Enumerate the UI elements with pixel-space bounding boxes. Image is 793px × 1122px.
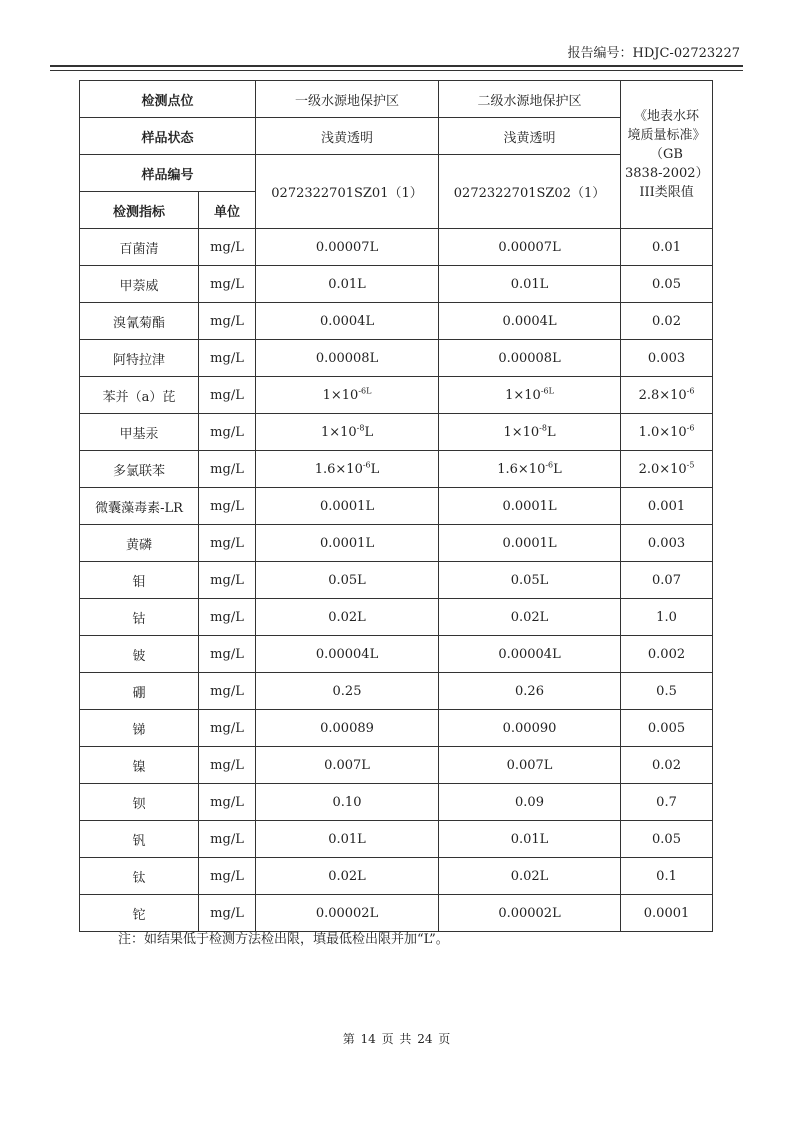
- limit-value: 1.0: [621, 599, 713, 636]
- header-row-point: [80, 81, 713, 118]
- site2-value: 0.05L: [439, 562, 621, 599]
- indicator-name: 多氯联苯: [80, 451, 199, 488]
- value-exponent: -6L: [358, 386, 372, 396]
- unit-cell: mg/L: [199, 710, 256, 747]
- site2-value: 0.00008L: [439, 340, 621, 377]
- site1-value: 0.00002L: [256, 895, 439, 932]
- header-indicator: 检测指标: [80, 192, 199, 229]
- value-base: 1×10: [503, 424, 540, 440]
- site1-value: 0.0001L: [256, 488, 439, 525]
- value-exponent: -6: [686, 423, 695, 433]
- site1-code: 0272322701SZ01（1）: [256, 155, 439, 229]
- site2-value: 0.0001L: [439, 488, 621, 525]
- site1-value: 0.00008L: [256, 340, 439, 377]
- indicator-name: 微囊藻毒素-LR: [80, 488, 199, 525]
- header-unit: 单位: [199, 192, 256, 229]
- limit-value: 0.0001: [621, 895, 713, 932]
- limit-value: 0.5: [621, 673, 713, 710]
- header-rule-thin: [50, 70, 743, 71]
- limit-value: [621, 451, 713, 488]
- table-row: [80, 747, 713, 784]
- indicator-name: 钛: [80, 858, 199, 895]
- value-base: 1×10: [322, 387, 359, 403]
- indicator-name: 镍: [80, 747, 199, 784]
- indicator-name: 黄磷: [80, 525, 199, 562]
- limit-value: 0.01: [621, 229, 713, 266]
- limit-value: 0.02: [621, 303, 713, 340]
- unit-cell: mg/L: [199, 488, 256, 525]
- table-row: [80, 636, 713, 673]
- table-row: [80, 229, 713, 266]
- limit-value: [621, 414, 713, 451]
- table-row: [80, 599, 713, 636]
- standard-line: 境质量标准》: [627, 128, 706, 143]
- value-exponent: -6: [686, 386, 695, 396]
- site1-value: 0.0004L: [256, 303, 439, 340]
- site1-value: 0.02L: [256, 599, 439, 636]
- unit-cell: mg/L: [199, 673, 256, 710]
- site1-value: 0.01L: [256, 266, 439, 303]
- limit-value: [621, 377, 713, 414]
- unit-cell: mg/L: [199, 895, 256, 932]
- table-row: [80, 488, 713, 525]
- unit-cell: mg/L: [199, 414, 256, 451]
- header-state: 样品状态: [80, 118, 256, 155]
- site2-value: 0.0004L: [439, 303, 621, 340]
- site1-value: [256, 451, 439, 488]
- site1-value: 0.10: [256, 784, 439, 821]
- unit-cell: mg/L: [199, 266, 256, 303]
- value-base: 2.0×10: [638, 461, 687, 477]
- site2-value: 0.02L: [439, 599, 621, 636]
- table-body: [80, 81, 713, 932]
- site2-value: [439, 377, 621, 414]
- site1-value: 0.05L: [256, 562, 439, 599]
- site1-value: 0.007L: [256, 747, 439, 784]
- table-row: [80, 821, 713, 858]
- results-table: [79, 80, 713, 932]
- table-row: [80, 414, 713, 451]
- unit-cell: mg/L: [199, 599, 256, 636]
- value-exponent: -8: [539, 423, 547, 433]
- site1-value: 0.00089: [256, 710, 439, 747]
- site2-point: 二级水源地保护区: [439, 81, 621, 118]
- header-code: 样品编号: [80, 155, 256, 192]
- table-row: [80, 303, 713, 340]
- indicator-name: 甲基汞: [80, 414, 199, 451]
- site1-value: 0.00007L: [256, 229, 439, 266]
- site1-state: 浅黄透明: [256, 118, 439, 155]
- indicator-name: 溴氰菊酯: [80, 303, 199, 340]
- table-row: [80, 673, 713, 710]
- limit-value: 0.002: [621, 636, 713, 673]
- report-number: 报告编号：HDJC-02723227: [567, 46, 740, 61]
- indicator-name: 铍: [80, 636, 199, 673]
- indicator-name: 阿特拉津: [80, 340, 199, 377]
- site2-code: 0272322701SZ02（1）: [439, 155, 621, 229]
- standard-line: 《地表水环: [634, 109, 700, 124]
- limit-value: 0.7: [621, 784, 713, 821]
- value-base: 1×10: [320, 424, 357, 440]
- limit-value: 0.003: [621, 525, 713, 562]
- value-exponent: -6: [545, 460, 554, 470]
- table-row: [80, 525, 713, 562]
- site1-value: 0.0001L: [256, 525, 439, 562]
- value-exponent: -6L: [540, 386, 554, 396]
- unit-cell: mg/L: [199, 636, 256, 673]
- value-suffix: L: [370, 461, 380, 477]
- site2-value: 0.00090: [439, 710, 621, 747]
- limit-value: 0.02: [621, 747, 713, 784]
- table-row: [80, 858, 713, 895]
- site2-value: 0.09: [439, 784, 621, 821]
- site2-value: 0.26: [439, 673, 621, 710]
- footnote: 注：如结果低于检测方法检出限，填最低检出限并加“L”。: [118, 932, 449, 947]
- site2-value: 0.00004L: [439, 636, 621, 673]
- header-row-state: [80, 118, 713, 155]
- limit-value: 0.1: [621, 858, 713, 895]
- indicator-name: 百菌清: [80, 229, 199, 266]
- value-suffix: L: [553, 461, 562, 477]
- site2-state: 浅黄透明: [439, 118, 621, 155]
- limit-value: 0.001: [621, 488, 713, 525]
- site2-value: [439, 414, 621, 451]
- site2-value: 0.00007L: [439, 229, 621, 266]
- value-exponent: -8: [356, 423, 365, 433]
- value-suffix: L: [546, 424, 556, 440]
- table-row: [80, 895, 713, 932]
- site2-value: 0.007L: [439, 747, 621, 784]
- value-base: 2.8×10: [638, 387, 687, 403]
- value-base: 1.6×10: [497, 461, 546, 477]
- unit-cell: mg/L: [199, 377, 256, 414]
- limit-value: 0.05: [621, 266, 713, 303]
- value-base: 1.0×10: [638, 424, 687, 440]
- unit-cell: mg/L: [199, 858, 256, 895]
- limit-value: 0.07: [621, 562, 713, 599]
- site2-value: [439, 451, 621, 488]
- header-point: 检测点位: [80, 81, 256, 118]
- site1-value: 0.02L: [256, 858, 439, 895]
- table-row: [80, 266, 713, 303]
- table-row: [80, 784, 713, 821]
- indicator-name: 苯并（a）芘: [80, 377, 199, 414]
- value-suffix: L: [364, 424, 374, 440]
- indicator-name: 铊: [80, 895, 199, 932]
- site1-point: 一级水源地保护区: [256, 81, 439, 118]
- site2-value: 0.01L: [439, 821, 621, 858]
- indicator-name: 锑: [80, 710, 199, 747]
- header-row-code: [80, 155, 713, 192]
- site1-value: [256, 377, 439, 414]
- indicator-name: 甲萘威: [80, 266, 199, 303]
- unit-cell: mg/L: [199, 451, 256, 488]
- unit-cell: mg/L: [199, 821, 256, 858]
- site2-value: 0.00002L: [439, 895, 621, 932]
- standard-line: 3838-2002）: [625, 166, 709, 181]
- limit-value: 0.005: [621, 710, 713, 747]
- unit-cell: mg/L: [199, 303, 256, 340]
- site1-value: 0.25: [256, 673, 439, 710]
- site1-value: [256, 414, 439, 451]
- page-footer: 第 14 页 共 24 页: [342, 1032, 451, 1046]
- standard-header: [621, 81, 713, 229]
- unit-cell: mg/L: [199, 562, 256, 599]
- standard-line: （GB: [650, 147, 683, 162]
- indicator-name: 钒: [80, 821, 199, 858]
- value-base: 1×10: [505, 387, 541, 403]
- table-row: [80, 562, 713, 599]
- unit-cell: mg/L: [199, 525, 256, 562]
- indicator-name: 钼: [80, 562, 199, 599]
- header-rule-thick: [50, 65, 743, 67]
- indicator-name: 钴: [80, 599, 199, 636]
- unit-cell: mg/L: [199, 340, 256, 377]
- standard-line: III类限值: [639, 185, 694, 200]
- site2-value: 0.02L: [439, 858, 621, 895]
- site2-value: 0.0001L: [439, 525, 621, 562]
- limit-value: 0.003: [621, 340, 713, 377]
- value-exponent: -5: [686, 460, 695, 470]
- site1-value: 0.00004L: [256, 636, 439, 673]
- unit-cell: mg/L: [199, 747, 256, 784]
- value-exponent: -6: [362, 460, 371, 470]
- indicator-name: 钡: [80, 784, 199, 821]
- indicator-name: 硼: [80, 673, 199, 710]
- site2-value: 0.01L: [439, 266, 621, 303]
- value-base: 1.6×10: [314, 461, 363, 477]
- unit-cell: mg/L: [199, 784, 256, 821]
- table-row: [80, 451, 713, 488]
- limit-value: 0.05: [621, 821, 713, 858]
- table-row: [80, 710, 713, 747]
- table-row: [80, 340, 713, 377]
- table-row: [80, 377, 713, 414]
- site1-value: 0.01L: [256, 821, 439, 858]
- unit-cell: mg/L: [199, 229, 256, 266]
